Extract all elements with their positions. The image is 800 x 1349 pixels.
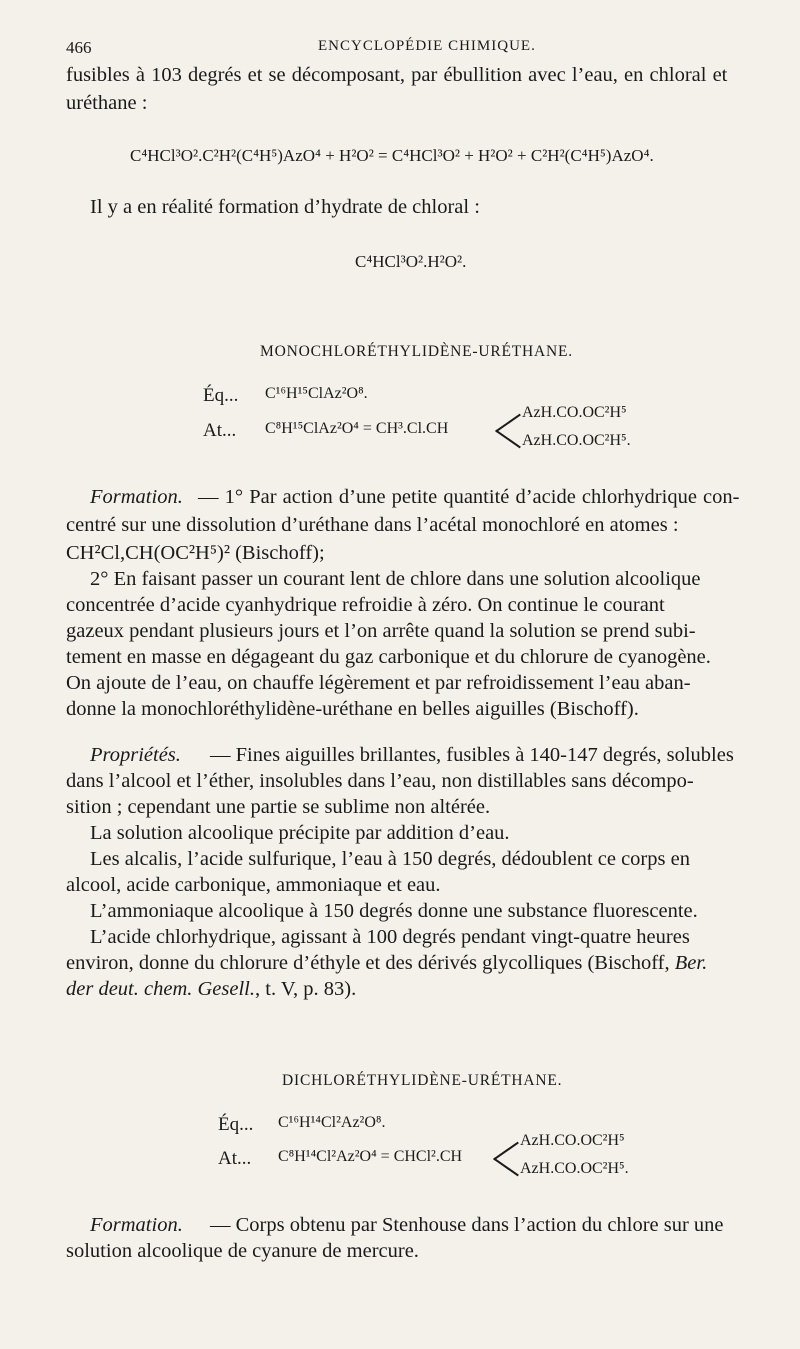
branch-line-bottom: [495, 430, 521, 449]
mono-formation-line-1: — 1° Par action d’une petite quantité d’acide chlorhydrique con-: [198, 486, 740, 508]
mono-formation-line-4: 2° En faisant passer un courant lent de chlore dans une solution alcoolique: [90, 568, 701, 590]
mono-properties-line-2: dans l’alcool et l’éther, insolubles dans l’eau, non distillables sans décompo-: [66, 770, 694, 792]
mono-properties-line-8: L’acide chlorhydrique, agissant à 100 degrés pendant vingt-quatre heures: [90, 926, 690, 948]
mono-formation-line-7: tement en masse en dégageant du gaz carbonique et du chlorure de cyanogène.: [66, 646, 711, 668]
mono-properties-line-9: environ, donne du chlorure d’éthyle et des dérivés glycolliques (Bischoff, Ber.: [66, 952, 708, 974]
di-at-label: At...: [218, 1148, 252, 1169]
hydrate-formula: C⁴HCl³O².H²O².: [355, 252, 467, 271]
di-branch-bottom: AzH.CO.OC²H⁵.: [520, 1160, 629, 1177]
hydrate-text: Il y a en réalité formation d’hydrate de chloral :: [90, 196, 480, 218]
di-formation-line-2: solution alcoolique de cyanure de mercure.: [66, 1240, 419, 1262]
intro-line-2: uréthane :: [66, 92, 148, 114]
di-formation-heading: Formation.: [90, 1214, 183, 1236]
mono-eq-formula: C¹⁶H¹⁵ClAz²O⁸.: [265, 385, 368, 402]
di-branch-line-bottom: [493, 1158, 519, 1177]
journal-ref: der deut. chem. Gesell.: [66, 978, 255, 1000]
mono-properties-line-10: der deut. chem. Gesell., t. V, p. 83).: [66, 978, 357, 1000]
di-eq-formula: C¹⁶H¹⁴Cl²Az²O⁸.: [278, 1114, 386, 1131]
intro-line-1: fusibles à 103 degrés et se décomposant, par ébullition avec l’eau, en chloral et: [66, 64, 728, 86]
branch-line-top: [495, 414, 521, 433]
mono-formation-line-8: On ajoute de l’eau, on chauffe légèrement et par refroidissement l’eau aban-: [66, 672, 691, 694]
mono-at-formula: C⁸H¹⁵ClAz²O⁴ = CH³.Cl.CH: [265, 420, 449, 437]
mono-formation-line-2: centré sur une dissolution d’uréthane dans l’acétal monochloré en atomes :: [66, 514, 679, 536]
di-eq-label: Éq...: [218, 1114, 254, 1135]
page-number: 466: [66, 38, 92, 57]
mono-branch-bottom: AzH.CO.OC²H⁵.: [522, 432, 631, 449]
mono-formation-heading: Formation.: [90, 486, 183, 508]
di-branch-top: AzH.CO.OC²H⁵: [520, 1132, 625, 1149]
mono-properties-line-4: La solution alcoolique précipite par addition d’eau.: [90, 822, 510, 844]
mono-formation-line-5: concentrée d’acide cyanhydrique refroidie à zéro. On continue le courant: [66, 594, 665, 616]
mono-properties-line-6: alcool, acide carbonique, ammoniaque et eau.: [66, 874, 441, 896]
mono-properties-heading: Propriétés.: [90, 744, 181, 766]
mono-properties-line-5: Les alcalis, l’acide sulfurique, l’eau à 150 degrés, dédoublent ce corps en: [90, 848, 690, 870]
mono-formation-line-9: donne la monochloréthylidène-uréthane en belles aiguilles (Bischoff).: [66, 698, 639, 720]
di-branch-line-top: [493, 1142, 519, 1161]
mono-formation-line-3: CH²Cl,CH(OC²H⁵)² (Bischoff);: [66, 542, 325, 564]
mono-eq-label: Éq...: [203, 385, 239, 406]
mono-branch-top: AzH.CO.OC²H⁵: [522, 404, 627, 421]
mono-properties-line-1: — Fines aiguilles brillantes, fusibles à 140-147 degrés, solubles: [210, 744, 734, 766]
running-title: ENCYCLOPÉDIE CHIMIQUE.: [318, 38, 536, 54]
di-formation-line-1: — Corps obtenu par Stenhouse dans l’action du chlore sur une: [210, 1214, 724, 1236]
mono-properties-line-3: sition ; cependant une partie se sublime non altérée.: [66, 796, 491, 818]
mono-formation-line-6: gazeux pendant plusieurs jours et l’on arrête quand la solution se prend subi-: [66, 620, 696, 642]
mono-properties-line-7: L’ammoniaque alcoolique à 150 degrés donne une substance fluorescente.: [90, 900, 698, 922]
mono-at-label: At...: [203, 420, 237, 441]
reaction-formula: C⁴HCl³O².C²H²(C⁴H⁵)AzO⁴ + H²O² = C⁴HCl³O² + H²O² + C²H²(C⁴H⁵)AzO⁴.: [130, 146, 654, 165]
mono-section-title: MONOCHLORÉTHYLIDÈNE-URÉTHANE.: [260, 343, 573, 360]
di-at-formula: C⁸H¹⁴Cl²Az²O⁴ = CHCl².CH: [278, 1148, 463, 1165]
di-section-title: DICHLORÉTHYLIDÈNE-URÉTHANE.: [282, 1072, 563, 1089]
journal-ref-ber: Ber.: [674, 952, 708, 974]
